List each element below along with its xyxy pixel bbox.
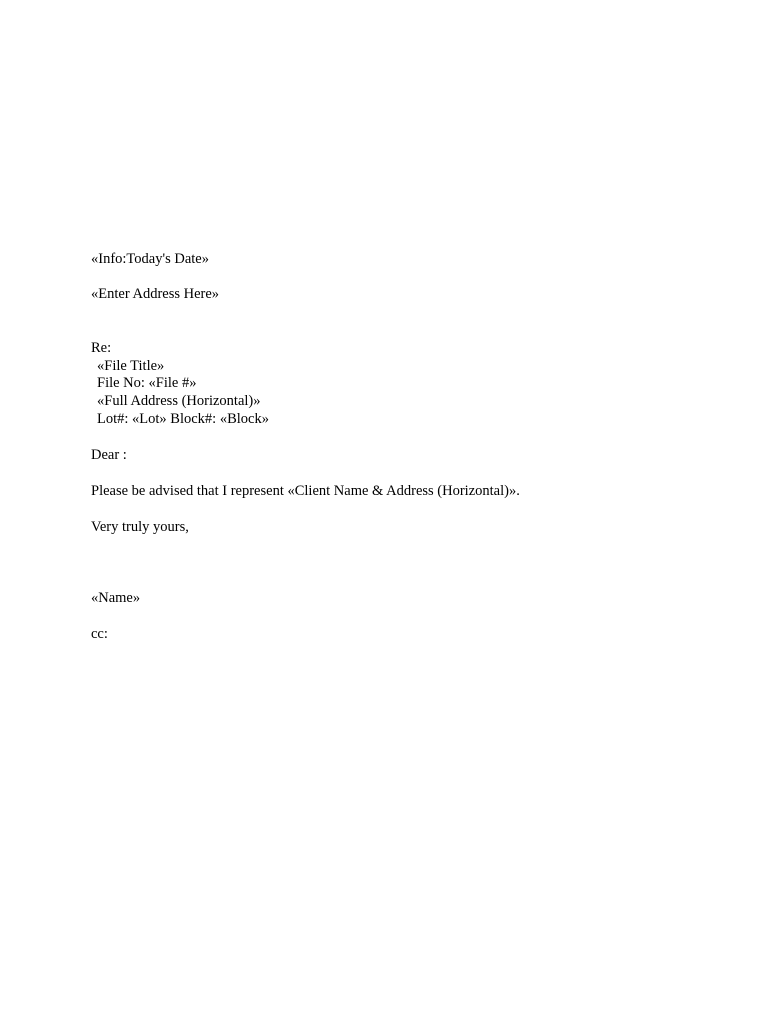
cc-label: cc: <box>91 626 108 642</box>
re-full-address: «Full Address (Horizontal)» <box>97 393 261 409</box>
signature-name: «Name» <box>91 590 141 606</box>
closing: Very truly yours, <box>91 519 189 535</box>
re-file-title: «File Title» <box>97 358 165 374</box>
letter-body: Please be advised that I represent «Client Name & Address (Horizontal)». <box>91 483 520 499</box>
salutation: Dear : <box>91 447 127 463</box>
re-label: Re: <box>91 340 112 356</box>
letter-date: «Info:Today's Date» <box>91 251 209 267</box>
re-file-number: File No: «File #» <box>97 375 197 391</box>
recipient-address: «Enter Address Here» <box>91 286 220 302</box>
re-lot-block: Lot#: «Lot» Block#: «Block» <box>97 411 269 427</box>
